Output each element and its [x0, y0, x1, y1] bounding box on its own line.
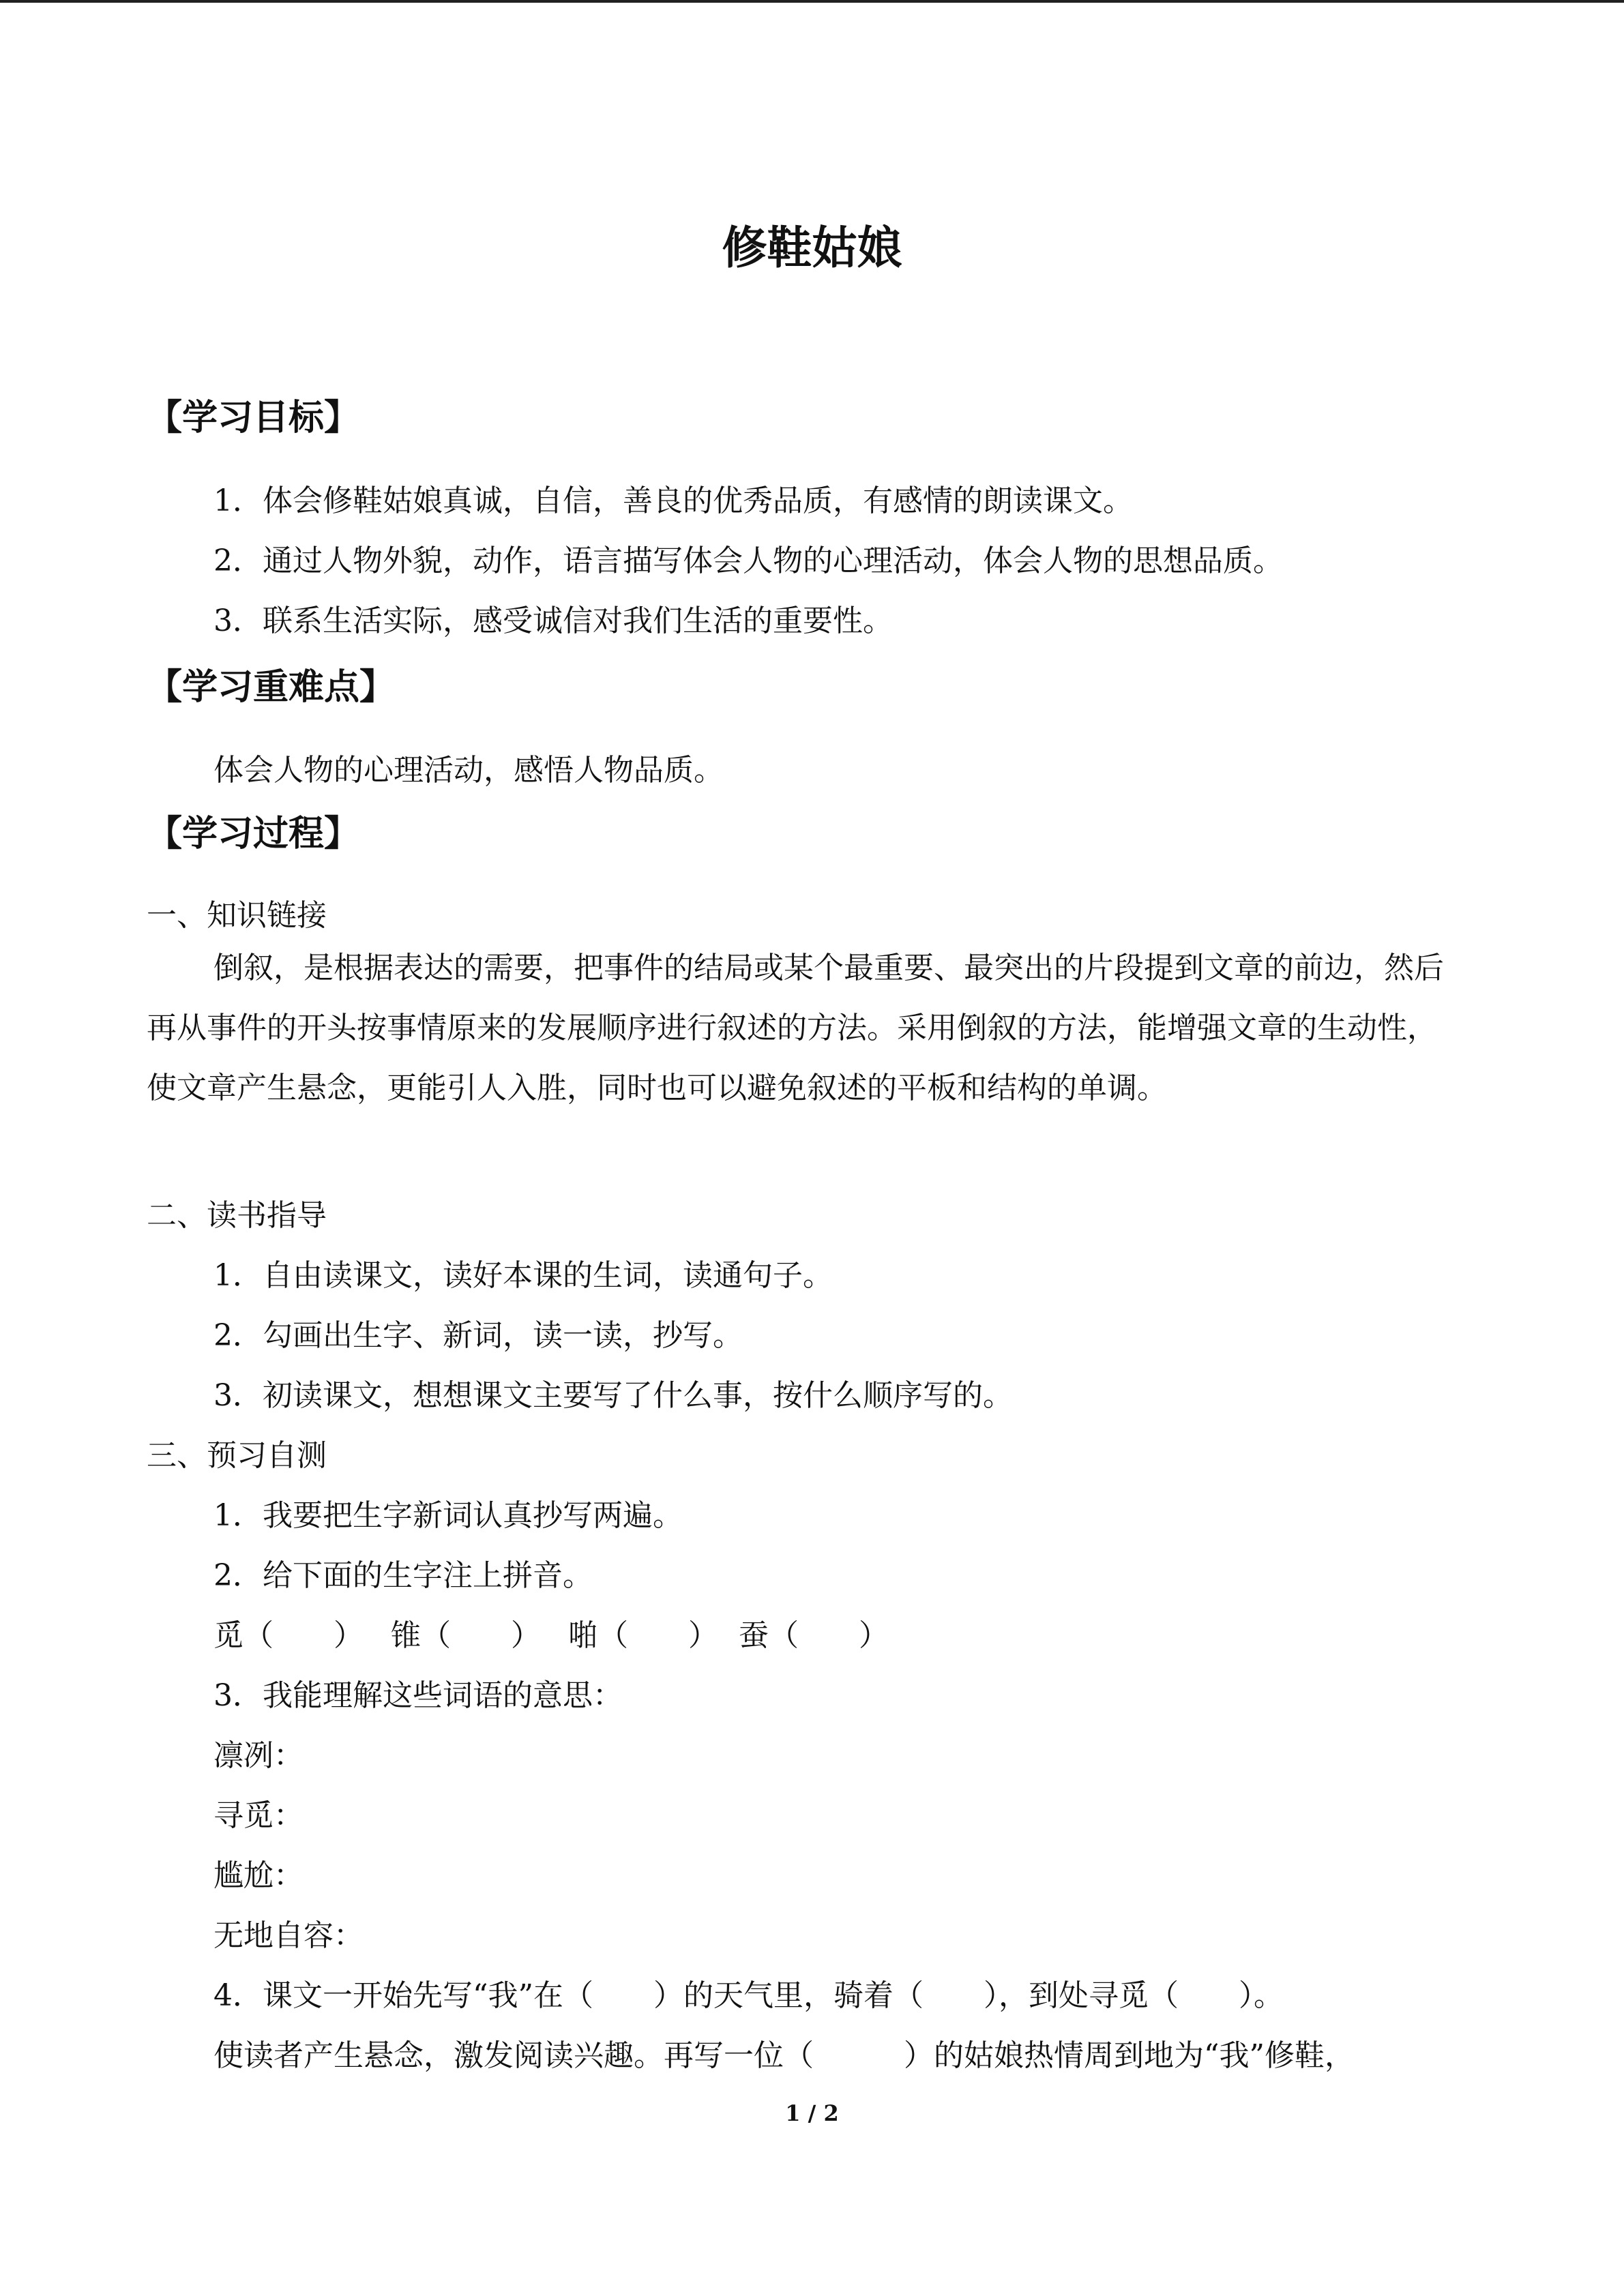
page-number: 1 / 2: [785, 2100, 839, 2126]
pinyin-blank-2[interactable]: 锥（ ）: [391, 1618, 541, 1653]
goal-item-3: 3．联系生活实际，感受诚信对我们生活的重要性。: [213, 603, 893, 638]
part2-heading: 二、读书指导: [147, 1198, 327, 1233]
word-item-1: 凛冽：: [213, 1738, 304, 1773]
word-item-3: 尴尬：: [213, 1858, 304, 1893]
part2-item-1: 1．自由读课文，读好本课的生词，读通句子。: [213, 1258, 833, 1293]
pinyin-blank-1[interactable]: 觅（ ）: [213, 1618, 364, 1653]
part2-item-2: 2．勾画出生字、新词，读一读，抄写。: [213, 1318, 743, 1353]
pinyin-blank-4[interactable]: 蚕（ ）: [739, 1618, 889, 1653]
part3-question-3: 3．我能理解这些词语的意思：: [213, 1678, 623, 1713]
part2-item-3: 3．初读课文，想想课文主要写了什么事，按什么顺序写的。: [213, 1378, 1013, 1413]
part3-question-1: 1．我要把生字新词认真抄写两遍。: [213, 1498, 683, 1533]
section-heading-process: 【学习过程】: [147, 814, 360, 854]
key-points-text: 体会人物的心理活动，感悟人物品质。: [213, 753, 724, 788]
part3-question-4: 4．课文一开始先写“我”在（ ）的天气里，骑着（ ），到处寻觅（ ）。: [213, 1978, 1284, 2013]
page-title: 修鞋姑娘: [722, 222, 902, 274]
section-heading-goals: 【学习目标】: [147, 398, 360, 438]
pinyin-blanks-row: [213, 1611, 889, 1654]
pinyin-blank-3[interactable]: 啪（ ）: [568, 1618, 718, 1653]
part1-paragraph: 倒叙，是根据表达的需要，把事件的结局或某个最重要、最突出的片段提到文章的前边，然后再从事件的开头按事情原来的发展顺序进行叙述的方法。采用倒叙的方法，能增强文章的生动性，使文章产生悬念，更能引人入胜，同时也可以避免叙述的平板和结构的单调。: [147, 951, 1444, 1105]
section-heading-key-points: 【学习重难点】: [147, 667, 396, 708]
goal-item-2: 2．通过人物外貌，动作，语言描写体会人物的心理活动，体会人物的思想品质。: [213, 543, 1283, 578]
part3-heading: 三、预习自测: [147, 1438, 327, 1473]
part3-question-4-continued: 使读者产生悬念，激发阅读兴趣。再写一位（ ）的姑娘热情周到地为“我”修鞋，: [213, 2038, 1355, 2073]
word-item-4: 无地自容：: [213, 1918, 364, 1953]
part3-question-2: 2．给下面的生字注上拼音。: [213, 1558, 593, 1593]
part1-heading: 一、知识链接: [147, 898, 327, 933]
word-item-2: 寻觅：: [213, 1798, 304, 1833]
goal-item-1: 1．体会修鞋姑娘真诚，自信，善良的优秀品质，有感情的朗读课文。: [213, 483, 1133, 518]
